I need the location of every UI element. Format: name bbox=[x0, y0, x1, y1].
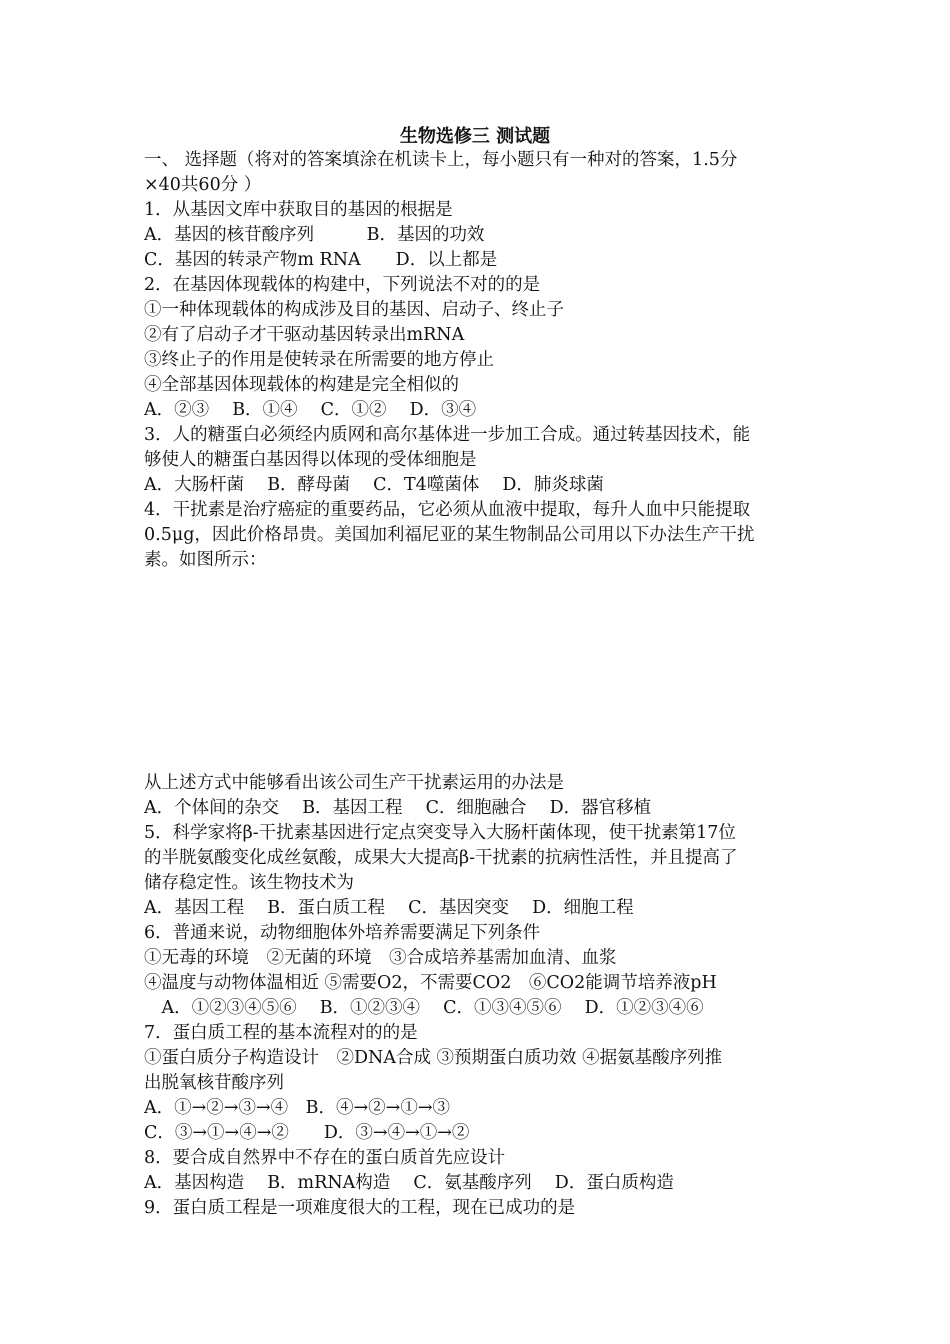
question-1: 1．从基因文库中获取目的基因的根据是 bbox=[144, 200, 453, 220]
q7-options-cd: C．③→①→④→② D．③→④→①→② bbox=[144, 1123, 470, 1143]
q5-options: A．基因工程 B．蛋白质工程 C．基因突变 D．细胞工程 bbox=[144, 898, 634, 918]
question-4-cont: 0.5μg，因此价格昂贵。美国加利福尼亚的某生物制品公司用以下办法生产干扰 bbox=[144, 525, 755, 545]
q1-options-cd: C．基因的转录产物m RNA D．以上都是 bbox=[144, 250, 498, 270]
q2-statement-3: ③终止子的作用是使转录在所需要的地方停止 bbox=[144, 350, 494, 370]
q6-options: A．①②③④⑤⑥ B．①②③④ C．①③④⑤⑥ D．①②③④⑥ bbox=[144, 998, 704, 1018]
q4-options: A．个体间的杂交 B．基因工程 C．细胞融合 D．器官移植 bbox=[144, 798, 652, 818]
question-4-cont-2: 素。如图所示： bbox=[144, 550, 267, 570]
q2-statement-1: ①一种体现载体的构成涉及目的基因、启动子、终止子 bbox=[144, 300, 564, 320]
q7-options-ab: A．①→②→③→④ B．④→②→①→③ bbox=[144, 1098, 450, 1118]
question-3: 3．人的糖蛋白必须经内质网和高尔基体进一步加工合成。通过转基因技术，能 bbox=[144, 425, 751, 445]
q8-options: A．基因构造 B．mRNA构造 C．氨基酸序列 D．蛋白质构造 bbox=[144, 1173, 674, 1193]
q6-conditions-1: ①无毒的环境 ②无菌的环境 ③合成培养基需加血清、血浆 bbox=[144, 948, 617, 968]
q4-prompt: 从上述方式中能够看出该公司生产干扰素运用的办法是 bbox=[144, 773, 564, 793]
question-2: 2．在基因体现载体的构建中，下列说法不对的的是 bbox=[144, 275, 541, 295]
question-5: 5．科学家将β-干扰素基因进行定点突变导入大肠杆菌体现，使干扰素第17位 bbox=[144, 823, 736, 843]
question-5-cont-2: 储存稳定性。该生物技术为 bbox=[144, 873, 354, 893]
section-heading-cont: ×40共60分 ） bbox=[144, 175, 262, 195]
question-4: 4．干扰素是治疗癌症的重要药品，它必须从血液中提取，每升人血中只能提取 bbox=[144, 500, 751, 520]
q3-options: A．大肠杆菌 B．酵母菌 C．T4噬菌体 D．肺炎球菌 bbox=[144, 475, 604, 495]
question-3-cont: 够使人的糖蛋白基因得以体现的受体细胞是 bbox=[144, 450, 477, 470]
q1-options-ab: A．基因的核苷酸序列 B．基因的功效 bbox=[144, 225, 485, 245]
q2-statement-2: ②有了启动子才干驱动基因转录出mRNA bbox=[144, 325, 465, 345]
q7-steps: ①蛋白质分子构造设计 ②DNA合成 ③预期蛋白质功效 ④据氨基酸序列推 bbox=[144, 1048, 723, 1068]
q2-statement-4: ④全部基因体现载体的构建是完全相似的 bbox=[144, 375, 459, 395]
question-5-cont: 的半胱氨酸变化成丝氨酸，成果大大提高β-干扰素的抗病性活性，并且提高了 bbox=[144, 848, 738, 868]
question-8: 8．要合成自然界中不存在的蛋白质首先应设计 bbox=[144, 1148, 506, 1168]
q6-conditions-2: ④温度与动物体温相近 ⑤需要O2，不需要CO2 ⑥CO2能调节培养液pH bbox=[144, 973, 717, 993]
question-6: 6．普通来说，动物细胞体外培养需要满足下列条件 bbox=[144, 923, 541, 943]
q2-options: A．②③ B．①④ C．①② D．③④ bbox=[144, 400, 477, 420]
question-7: 7．蛋白质工程的基本流程对的的是 bbox=[144, 1023, 418, 1043]
q7-steps-cont: 出脱氧核苷酸序列 bbox=[144, 1073, 284, 1093]
page-title: 生物选修三 测试题 bbox=[399, 126, 551, 147]
question-9: 9．蛋白质工程是一项难度很大的工程，现在已成功的是 bbox=[144, 1198, 576, 1218]
section-heading: 一、 选择题（将对的答案填涂在机读卡上，每小题只有一种对的答案，1.5分 bbox=[144, 150, 738, 170]
